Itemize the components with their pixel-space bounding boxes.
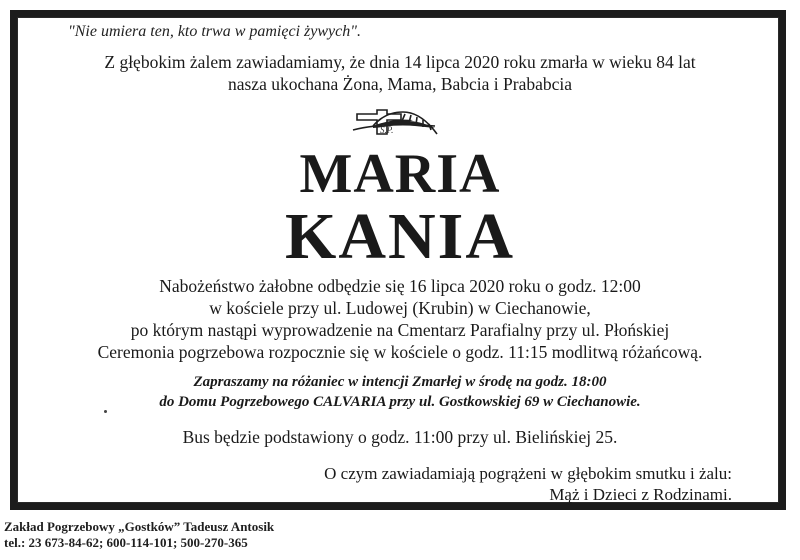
rosary-invitation xyxy=(0,372,800,412)
first-name: MARIA xyxy=(299,143,501,205)
service-line: po którym nastąpi wyprowadzenie na Cmentarz Parafialny przy ul. Płońskiej xyxy=(130,320,670,340)
sp-label: Ś.P. xyxy=(380,125,394,135)
intro-text xyxy=(0,51,800,95)
bus-info: Bus będzie podstawiony o godz. 11:00 przy ul. Bielińskiej 25. xyxy=(182,427,618,447)
intro-line: Z głębokim żalem zawiadamiamy, że dnia 14 lipca 2020 roku zmarła w wieku 84 lat xyxy=(104,52,696,72)
mourners-line: O czym zawiadamiają pogrążeni w głębokim smutku i żalu: xyxy=(324,464,732,483)
mourners-line: Mąż i Dzieci z Rodzinami. xyxy=(549,485,732,504)
scan-speck xyxy=(104,410,107,413)
rosary-line: Zapraszamy na różaniec w intencji Zmarłej w środę na godz. 18:00 xyxy=(193,374,607,390)
rosary-line: do Domu Pogrzebowego CALVARIA przy ul. Gostkowskiej 69 w Ciechanowie. xyxy=(159,394,641,410)
cross-palm-icon xyxy=(343,104,443,144)
motto: "Nie umiera ten, kto trwa w pamięci żywych". xyxy=(68,23,361,40)
service-line: Nabożeństwo żałobne odbędzie się 16 lipca 2020 roku o godz. 12:00 xyxy=(159,276,641,296)
service-details xyxy=(0,275,800,363)
footer-line: Zakład Pogrzebowy „Gostków” Tadeusz Antosik xyxy=(4,519,275,534)
footer-line: tel.: 23 673-84-62; 600-114-101; 500-270-365 xyxy=(4,535,248,550)
service-line: Ceremonia pogrzebowa rozpocznie się w kościele o godz. 11:15 modlitwą różańcową. xyxy=(97,342,703,362)
service-line: w kościele przy ul. Ludowej (Krubin) w Ciechanowie, xyxy=(209,298,591,318)
intro-line: nasza ukochana Żona, Mama, Babcia i Prababcia xyxy=(227,74,573,94)
last-name: KANIA xyxy=(284,200,515,273)
funeral-home-footer xyxy=(4,519,274,551)
mourners xyxy=(324,463,732,505)
